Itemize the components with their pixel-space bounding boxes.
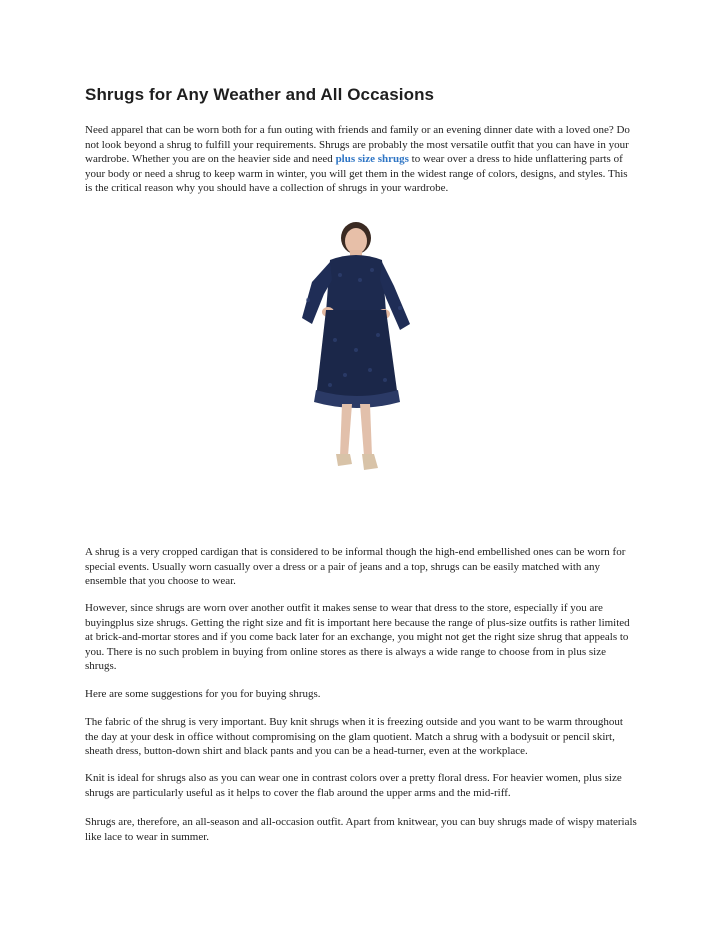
plus-size-shrugs-link[interactable]: plus size shrugs bbox=[335, 153, 409, 166]
paragraph-knit: Knit is ideal for shrugs also as you can wear one in contrast colors over a pretty floral dress. For heavier women, plus size shrugs are particularly useful as it helps to cover the flab around the upper arms and the mid-riff. bbox=[85, 772, 622, 799]
intro-text-start: Need apparel that can be worn both for a fun outing with friends and family or an evening dinner date with a loved one? Do not look beyond a shrug to fulfill your requirements. Shrugs are probably the most versatile outfit that you can have in your wardrobe. Whether you are on the heavier side and need bbox=[85, 124, 630, 166]
paragraph-suggestions-intro: Here are some suggestions for you for buying shrugs. bbox=[85, 688, 321, 700]
paragraph-store-fitting: However, since shrugs are worn over another outfit it makes sense to wear that dress to the store, especially if you are buyingplus size shrugs. Getting the right size and fit is important here because the range of plus-size outfits is rather limited at brick-and-mortar stores and if you come back later for an exchange, you might not get the right size shrug that appeals to you. There is no such problem in buying from online stores as there is always a wide range to choose from in plus size shrugs. bbox=[85, 602, 630, 673]
model-in-navy-lace-dress-image bbox=[290, 220, 420, 482]
article-title: Shrugs for Any Weather and All Occasions bbox=[85, 85, 435, 104]
paragraph-conclusion: Shrugs are, therefore, an all-season and all-occasion outfit. Apart from knitwear, you can buy shrugs made of wispy materials like lace to wear in summer. bbox=[85, 816, 637, 843]
intro-paragraph bbox=[85, 123, 637, 196]
paragraph-shrug-definition: A shrug is a very cropped cardigan that is considered to be informal though the high-end embellished ones can be worn for special events. Usually worn casually over a dress or a pair of jeans and a top, shrugs can be easily matched with any ensemble that you choose to wear. bbox=[85, 546, 626, 588]
intro-text-end: to wear over a dress to hide unflattering parts of your body or need a shrug to keep warm in winter, you will get them in the widest range of colors, designs, and styles. This is the critical reason why you should have a collection of shrugs in your wardrobe. bbox=[85, 153, 628, 195]
paragraph-fabric: The fabric of the shrug is very important. Buy knit shrugs when it is freezing outside and you want to be warm throughout the day at your desk in office without compromising on the glam quotient. Match a shrug with a bodysuit or pencil skirt, sheath dress, button-down shirt and black pants and you can be a head-turner, even at the workplace. bbox=[85, 716, 623, 758]
